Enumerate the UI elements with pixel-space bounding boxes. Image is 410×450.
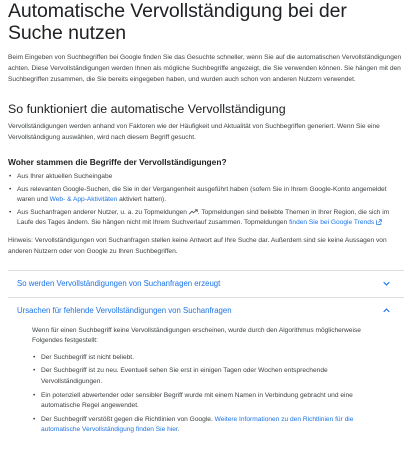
- origin-bullet-1: Aus Ihrer aktuellen Sucheingabe: [17, 172, 113, 180]
- section-heading-how: So funktioniert die automatische Vervollständigung: [8, 102, 286, 117]
- accordion-header-missing[interactable]: [8, 298, 404, 324]
- origin-bullet-2-end: aktiviert hatten).: [117, 196, 167, 204]
- list-item: [8, 208, 404, 229]
- list-item: [32, 415, 390, 436]
- missing-bullet-last-text: Der Suchbegriff verstößt gegen die Richtlinien von Google.: [41, 415, 215, 423]
- accordion-title-missing: Ursachen für fehlende Vervollständigungen von Suchanfragen: [17, 306, 232, 316]
- missing-bullet: Ein potenziell abwertender oder sensibler Begriff wurde mit einem Namen in Verbindung gebracht und eine automatische Regel angewendet.: [41, 391, 353, 410]
- accordion-title-generated: So werden Vervollständigungen von Suchanfragen erzeugt: [17, 279, 221, 289]
- intro-paragraph: Beim Eingeben von Suchbegriffen bei Google finden Sie das Gesuchte schneller, wenn Sie auf die automatischen Vervollständigungen achten. Diese Vervollständigungen werden Ihnen als mögliche Suchbegriffe angezeigt, die Sie verwenden können. Sie hängen mit den Suchbegriffen zusammen, die Sie bereits eingegeben haben, und wurden auch schon von anderen Nutzern verwendet.: [8, 54, 402, 83]
- web-app-activity-link[interactable]: Web- & App-Aktivitäten: [49, 196, 118, 204]
- list-item: [8, 185, 404, 206]
- google-trends-link-text: finden Sie bei Google Trends: [289, 219, 375, 227]
- accordion-item-missing: [8, 298, 404, 447]
- missing-intro: Wenn für einen Suchbegriff keine Vervollständigungen erscheinen, wurde durch den Algorithmus möglicherweise Folgendes festgestellt:: [32, 326, 361, 345]
- accordion-item-generated: [8, 271, 404, 298]
- accordion-header-generated[interactable]: [8, 271, 404, 297]
- list-item: [32, 366, 390, 387]
- origin-bullet-3-mid: . Topmeldungen sind beliebte Themen in Ihrer Region, die sich im Laufe des Tages ändern. Sie hängen nicht mit Ihrem Suchverlauf zusammen. Topmeldungen: [17, 208, 390, 227]
- help-article: [8, 0, 404, 447]
- list-item: [32, 391, 390, 412]
- missing-list: [32, 353, 390, 436]
- missing-bullet: Der Suchbegriff ist nicht beliebt.: [41, 353, 134, 361]
- origin-bullet-2-text: Aus relevanten Google-Suchen, die Sie in der Vergangenheit ausgeführt haben (sofern Sie in Ihrem Google-Konto angemeldet waren und: [17, 185, 387, 204]
- accordion-body-missing: [8, 324, 404, 447]
- list-item: [32, 353, 390, 364]
- origin-list: [8, 172, 404, 229]
- page-title: Automatische Vervollständigung bei der Suche nutzen: [8, 0, 347, 44]
- policies-link[interactable]: Weitere Informationen zu den Richtlinien für die automatische Vervollständigung finden Sie hier: [41, 415, 354, 434]
- missing-bullet-last-end: .: [177, 426, 180, 434]
- missing-bullet: Der Suchbegriff ist zu neu. Eventuell sehen Sie erst in einigen Tagen oder Wochen entsprechende Vervollständigungen.: [41, 367, 328, 385]
- how-paragraph: Vervollständigungen werden anhand von Faktoren wie der Häufigkeit und Aktualität von Suchbegriffen generiert. Wenn Sie eine Vervollständigung auswählen, wird nach diesem Begriff gesucht.: [8, 123, 380, 142]
- faq-accordion: [8, 270, 404, 447]
- subsection-heading-origin: Woher stammen die Begriffe der Vervollständigungen?: [8, 156, 227, 167]
- google-trends-link[interactable]: [289, 219, 382, 226]
- chevron-down-icon: [383, 280, 390, 287]
- list-item: [8, 172, 404, 183]
- chevron-up-icon: [383, 307, 390, 314]
- hint-paragraph: Hinweis: Vervollständigungen von Suchanfragen stellen keine Antwort auf Ihre Suche dar. Außerdem sind sie keine Aussagen von anderen Nutzern oder von Google zu Ihren Suchbegriffen.: [8, 236, 387, 255]
- external-link-icon: [376, 219, 382, 225]
- trending-up-icon: [189, 209, 198, 215]
- origin-bullet-3-text: Aus Suchanfragen anderer Nutzer, u. a. zu Topmeldungen: [17, 208, 189, 216]
